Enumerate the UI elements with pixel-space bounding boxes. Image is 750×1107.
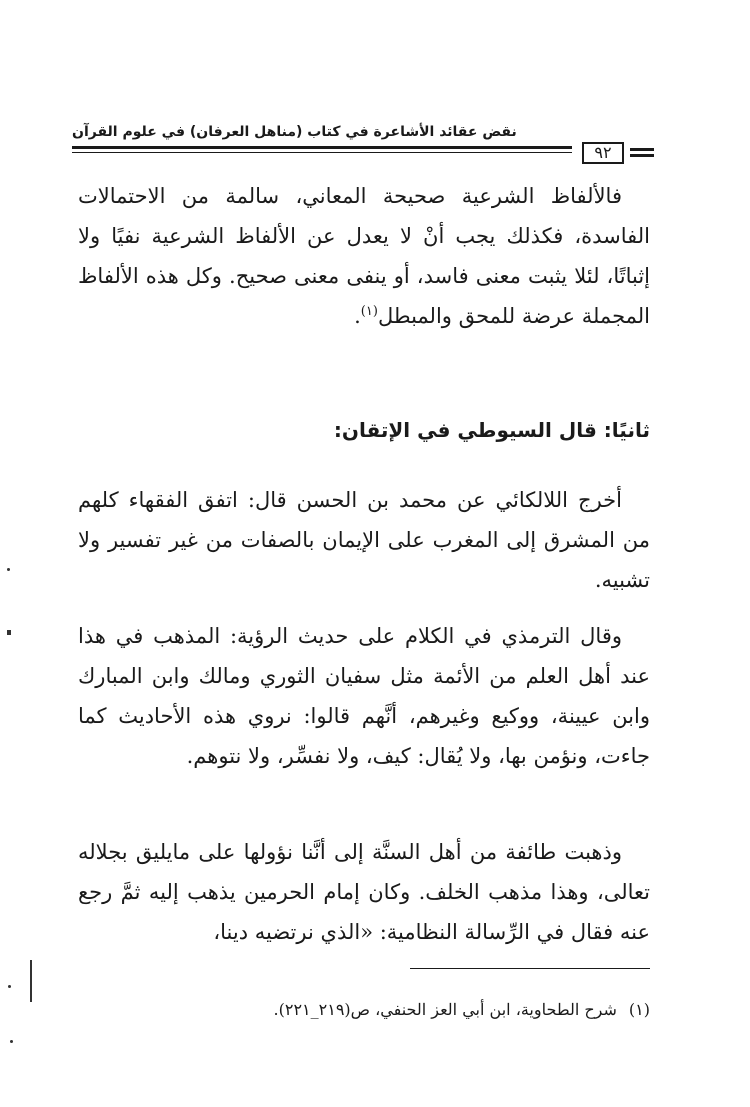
paragraph-1 [78, 176, 650, 336]
footnote [78, 996, 650, 1024]
paragraph-2-text: أخرج اللالكائي عن محمد بن الحسن قال: اتفق الفقهاء كلهم من المشرق إلى المغرب على الإيمان بالصفات من غير تفسير ولا تشبيه. [78, 488, 650, 592]
paragraph-1-text: فالألفاظ الشرعية صحيحة المعاني، سالمة من الاحتمالات الفاسدة، فكذلك يجب أنْ لا يعدل عن الألفاظ الشرعية نفيًا ولا إثباتًا، لئلا يثبت معنى فاسد، أو ينفى معنى صحيح. وكل هذه الألفاظ المجملة عرضة للمحق والمبطل [78, 184, 650, 328]
paragraph-4-text: وذهبت طائفة من أهل السنَّة إلى أنَّنا نؤولها على مايليق بجلاله تعالى، وهذا مذهب الخلف. وكان إمام الحرمين يذهب إليه ثمَّ رجع عنه فقال في الرِّسالة النظامية: «الذي نرتضيه دينا، [78, 840, 650, 944]
scan-line [30, 960, 32, 1002]
paragraph-4 [78, 832, 650, 952]
paragraph-3-text: وقال الترمذي في الكلام على حديث الرؤية: المذهب في هذا عند أهل العلم من الأئمة مثل سفيان الثوري ومالك وابن المبارك وابن عيينة، ووكيع وغيرهم، أنَّهم قالوا: نروي هذه الأحاديث كما جاءت، ونؤمن بها، ولا يُقال: كيف، ولا نفسِّر، ولا نتوهم. [78, 624, 650, 768]
paragraph-2 [78, 480, 650, 600]
footnote-text: شرح الطحاوية، ابن أبي العز الحنفي، ص(٢١٩_٢٢١). [273, 1000, 617, 1019]
page-number: ٩٢ [582, 142, 624, 164]
scan-speck [10, 1040, 13, 1043]
page-number-ornament [630, 148, 654, 160]
paragraph-3 [78, 616, 650, 776]
paragraph-1-end: . [354, 304, 361, 328]
scan-speck [7, 568, 10, 571]
header-rule-thin [72, 152, 572, 153]
footnote-number: (١) [628, 1000, 650, 1019]
header-rule-thick [72, 146, 572, 149]
footnote-separator [410, 968, 650, 969]
scan-speck [8, 985, 11, 988]
section-heading: ثانيًا: قال السيوطي في الإتقان: [333, 418, 650, 442]
scan-speck [7, 630, 11, 635]
footnote-reference: (١) [360, 304, 378, 319]
running-header [72, 124, 654, 166]
header-title: نقض عقائد الأشاعرة في كتاب (مناهل العرفان) في علوم القرآن [72, 124, 517, 140]
